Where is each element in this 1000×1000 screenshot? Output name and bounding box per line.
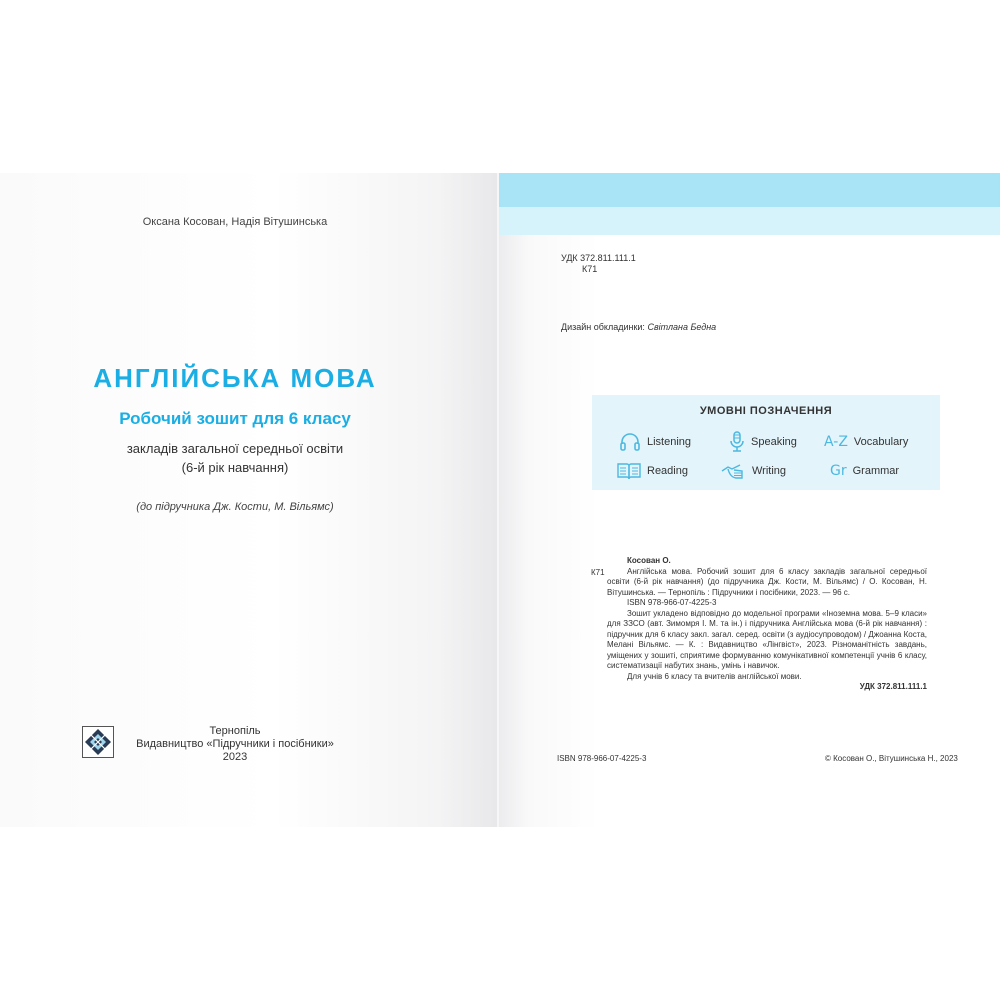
legend-item-writing [720,461,786,481]
book-spread [0,173,1000,827]
publisher-name: Видавництво «Підручники і посібники» [136,738,334,750]
book-title: АНГЛІЙСЬКА МОВА [93,363,377,393]
biblio-annotation: Зошит укладено відповідно до модельної програми «Іноземна мова. 5–9 класи» для ЗЗСО (авт. Зимомря І. М. та ін.) і підручника Англійська мова (6-й рік навчання) : підручник для 6 класу закл. загал. серед. освіти (з аудіосупроводом) / Джоанна Коста, Мелані Вільямс. — К. : Видавництво «Лінгвіст», 2023. Різноманітність завдань, уміщених у зошиті, сприятиме формуванню комунікативної компетенції учнів 6 класу, систематизації набутих знань, умінь і навичок. [607,608,927,670]
legend-label-listening: Listening [647,436,692,448]
biblio-author: Косован О. [627,556,671,565]
publisher-year: 2023 [222,751,248,763]
legend-label-vocabulary: Vocabulary [853,436,909,448]
gr-icon: Gr [830,463,847,479]
publisher-block [130,725,340,764]
textbook-note: (до підручника Дж. Кости, М. Вільямс) [136,501,334,513]
biblio-k71: К71 [591,568,605,577]
footer-copyright: © Косован О., Вітушинська Н., 2023 [825,754,958,763]
legend-item-speaking [729,432,797,452]
cover-design-credit [561,322,716,332]
legend-item-listening [619,432,691,452]
book-subtitle: Робочий зошит для 6 класу [119,409,351,428]
biblio-isbn: ISBN 978-966-07-4225-3 [627,598,717,607]
subtitle-line-2: (6-й рік навчання) [181,460,289,475]
legend-label-grammar: Grammar [852,465,900,477]
udk-code: УДК 372.811.111.1 [561,253,636,263]
footer-isbn: ISBN 978-966-07-4225-3 [557,754,647,763]
legend-item-vocabulary [824,432,908,452]
publisher-city: Тернопіль [209,725,261,737]
legend-label-reading: Reading [647,465,688,477]
cover-design-name: Світлана Бедна [647,322,717,332]
left-page [0,173,497,827]
biblio-udk: УДК 372.811.111.1 [859,682,927,691]
writing-hand-icon [720,461,746,481]
authors: Оксана Косован, Надія Вітушинська [142,216,328,228]
headphones-icon [619,432,641,452]
legend-label-writing: Writing [752,465,787,477]
k71-code: К71 [582,264,598,274]
biblio-main: Англійська мова. Робочий зошит для 6 класу закладів загальної середньої освіти (6-й рік навчання) (до підручника Дж. Кости, М. Вільямс) / О. Косован, Н. Вітушинська. — Тернопіль : Підручники і посібники, 2023. — 96 с. [607,566,927,597]
legend-title: УМОВНІ ПОЗНАЧЕННЯ [699,405,833,417]
a-z-icon: A-Z [824,434,848,450]
legend-item-grammar [830,461,899,481]
biblio-audience: Для учнів 6 класу та вчителів англійської мови. [627,671,802,681]
subtitle-line-1: закладів загальної середньої освіти [126,441,344,456]
microphone-icon [729,431,745,453]
cover-design-label: Дизайн обкладинки: [561,322,645,332]
header-band-dark [499,173,1000,207]
legend-label-speaking: Speaking [751,436,797,448]
bibliographic-record [591,556,927,693]
publisher-logo-icon [82,726,114,758]
legend-item-reading [617,461,688,481]
legend-box [592,395,940,490]
right-page [499,173,1000,827]
header-band-light [499,207,1000,235]
open-book-icon [617,462,641,480]
